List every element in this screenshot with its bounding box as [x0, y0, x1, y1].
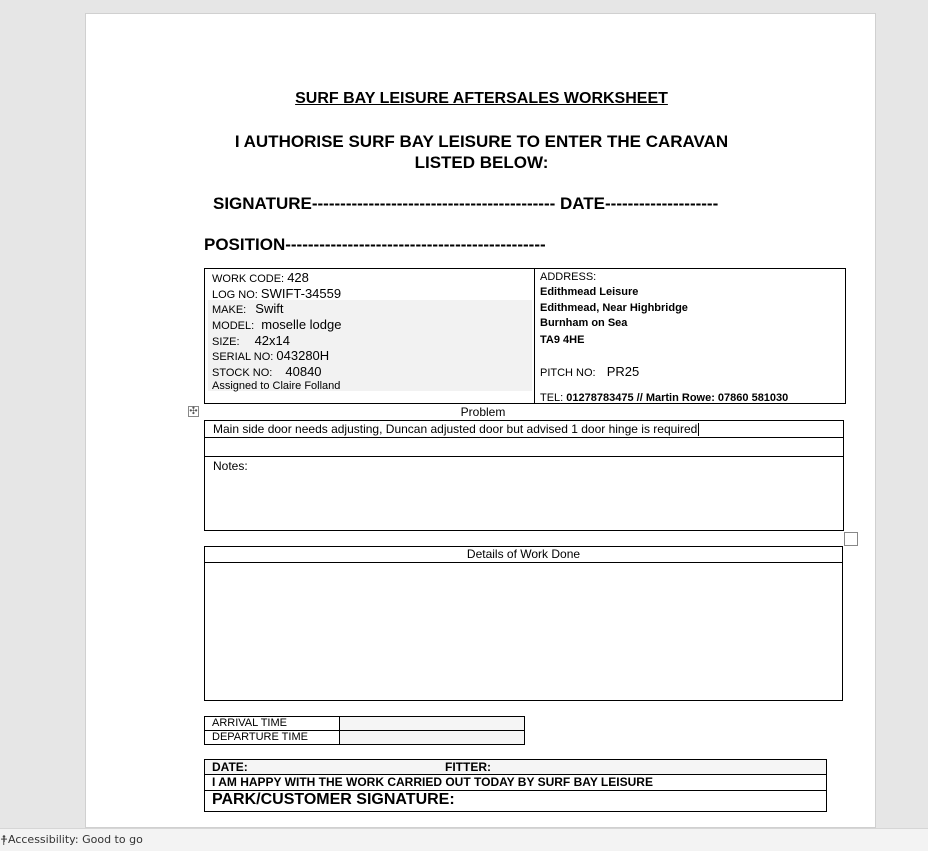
arrival-time-label: ARRIVAL TIME [212, 717, 287, 729]
position-line: POSITION---------------------------------------------- [204, 235, 546, 254]
work-code-label: WORK CODE: [212, 273, 285, 285]
problem-description[interactable] [205, 421, 843, 438]
serial-no-field[interactable] [212, 348, 329, 363]
model-label: MODEL: [212, 320, 255, 332]
address-line-1: Edithmead Leisure [540, 286, 639, 298]
signoff-shading [205, 760, 826, 774]
work-code-field[interactable] [212, 270, 309, 285]
make-label: MAKE: [212, 304, 247, 316]
serial-no-label: SERIAL NO: [212, 351, 274, 363]
work-done-table[interactable] [204, 546, 843, 701]
size-field[interactable] [212, 333, 290, 348]
departure-time-label: DEPARTURE TIME [212, 731, 308, 743]
document-page[interactable] [85, 13, 876, 828]
worksheet-title: SURF BAY LEISURE AFTERSALES WORKSHEET [295, 90, 668, 107]
pitch-field[interactable] [540, 364, 639, 379]
model-value: moselle lodge [261, 317, 342, 332]
happy-statement: I AM HAPPY WITH THE WORK CARRIED OUT TODAY BY SURF BAY LEISURE [212, 775, 653, 789]
log-no-label: LOG NO: [212, 289, 258, 301]
authorisation-line-1: I AUTHORISE SURF BAY LEISURE TO ENTER THE CARAVAN [234, 132, 729, 151]
problem-text: Main side door needs adjusting, Duncan adjusted door but advised 1 door hinge is required [213, 422, 698, 436]
info-column-divider [534, 269, 535, 403]
model-field[interactable] [212, 317, 341, 332]
authorisation-line-2: LISTED BELOW: [414, 153, 549, 172]
stock-no-field[interactable] [212, 364, 322, 379]
size-value: 42x14 [254, 333, 290, 348]
address-line-2: Edithmead, Near Highbridge [540, 302, 688, 314]
stock-no-value: 40840 [285, 364, 322, 379]
text-cursor [698, 423, 699, 436]
pitch-label: PITCH NO: [540, 367, 596, 379]
problem-table[interactable] [204, 420, 844, 531]
fitter-label: FITTER: [445, 760, 491, 774]
signoff-table[interactable] [204, 759, 827, 812]
size-label: SIZE: [212, 336, 240, 348]
telephone-field[interactable] [540, 392, 788, 404]
notes-label: Notes: [213, 459, 248, 473]
work-code-value: 428 [287, 270, 309, 285]
make-value: Swift [255, 301, 284, 316]
make-field[interactable] [212, 301, 283, 316]
customer-signature-label: PARK/CUSTOMER SIGNATURE: [212, 791, 455, 808]
address-line-4: TA9 4HE [540, 334, 585, 346]
tel-value: 01278783475 // Martin Rowe: 07860 581030 [566, 392, 789, 404]
time-column-divider [339, 717, 340, 744]
address-line-3: Burnham on Sea [540, 317, 628, 329]
accessibility-status[interactable]: Accessibility: Good to go [8, 833, 143, 846]
authorisation-statement [86, 131, 877, 173]
move-cross-icon[interactable]: ✣ [189, 406, 198, 417]
log-no-value: SWIFT-34559 [260, 286, 342, 301]
work-done-heading: Details of Work Done [205, 547, 842, 563]
time-table[interactable] [204, 716, 525, 745]
address-label: ADDRESS: [540, 271, 597, 283]
accessibility-person-icon[interactable] [1, 835, 7, 845]
caravan-info-table[interactable] [204, 268, 846, 404]
tel-label: TEL: [540, 392, 564, 404]
assigned-to: Assigned to Claire Folland [212, 380, 341, 392]
stock-no-label: STOCK NO: [212, 367, 273, 379]
table-resize-handle[interactable] [844, 532, 858, 546]
pitch-value: PR25 [606, 364, 640, 379]
problem-blank-row[interactable] [205, 438, 843, 457]
date-label: DATE: [212, 760, 248, 774]
log-no-field[interactable] [212, 286, 341, 301]
problem-heading: Problem [460, 405, 506, 419]
signature-date-line: SIGNATURE------------------------------------------- DATE-------------------- [213, 194, 719, 213]
serial-no-value: 043280H [276, 348, 330, 363]
status-bar [0, 828, 928, 851]
